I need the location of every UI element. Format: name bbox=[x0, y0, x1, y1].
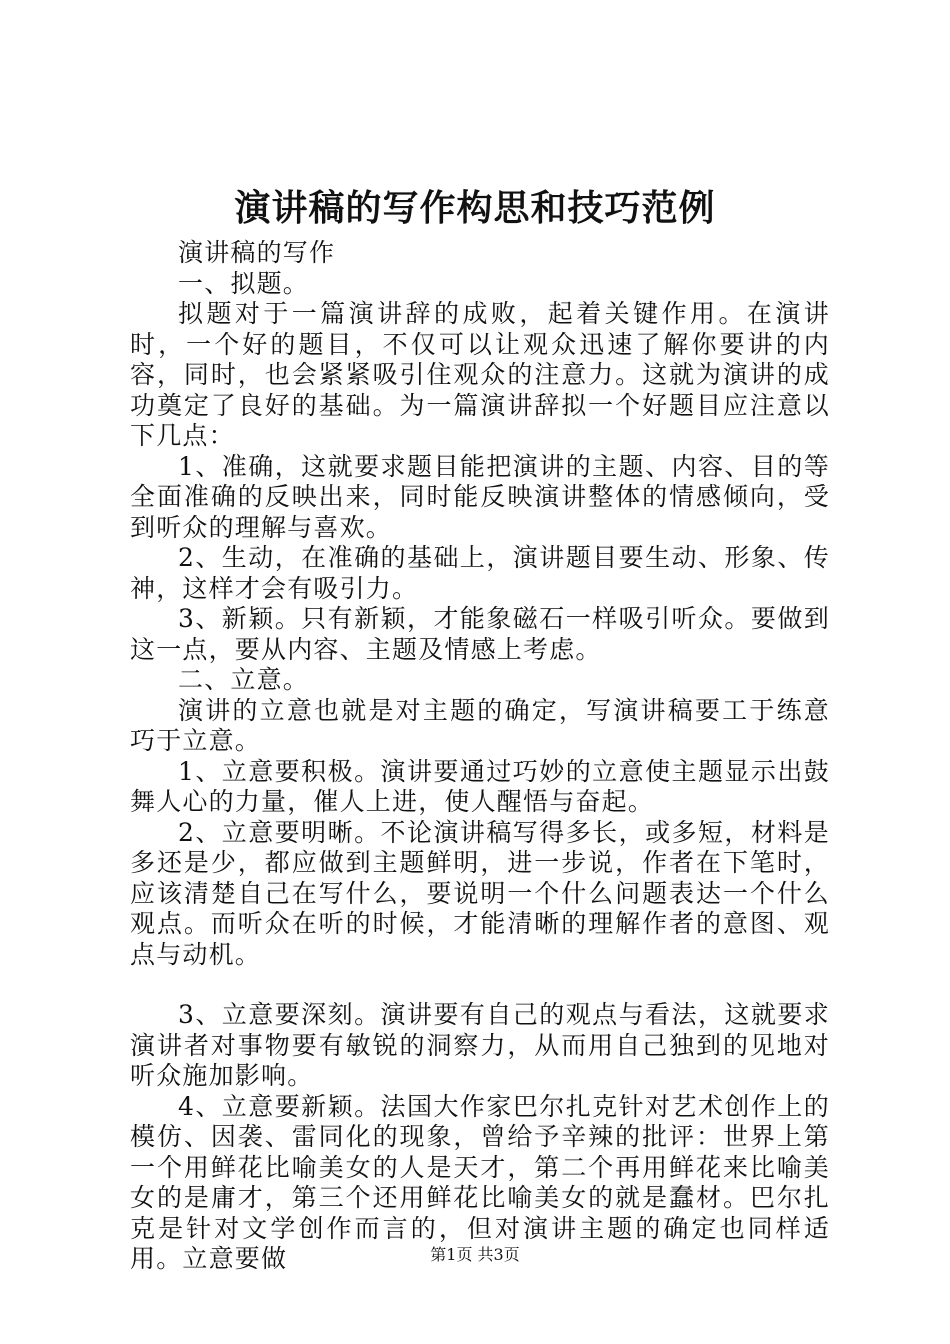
page-footer: 第1页 共3页 bbox=[430, 1245, 520, 1264]
paragraph: 4、立意要新颖。法国大作家巴尔扎克针对艺术创作上的模仿、因袭、雷同化的现象，曾给予辛辣的批评：世界上第一个用鲜花比喻美女的人是天才，第二个再用鲜花来比喻美女的是庸才，第三个还用鲜花比喻美女的就是蠢材。巴尔扎克是针对文学创作而言的，但对演讲主题的确定也同样适用。立意要做 bbox=[130, 1091, 830, 1273]
paragraph: 2、立意要明晰。不论演讲稿写得多长，或多短，材料是多还是少，都应做到主题鲜明，进一步说，作者在下笔时，应该清楚自己在写什么，要说明一个什么问题表达一个什么观点。而听众在听的时候，才能清晰的理解作者的意图、观点与动机。 bbox=[130, 817, 830, 969]
paragraph-heading-2: 二、立意。 bbox=[178, 665, 310, 694]
document-title: 演讲稿的写作构思和技巧范例 bbox=[234, 187, 716, 229]
paragraph: 1、立意要积极。演讲要通过巧妙的立意使主题显示出鼓舞人心的力量，催人上进，使人醒悟与奋起。 bbox=[130, 756, 830, 816]
paragraph: 演讲的立意也就是对主题的确定，写演讲稿要工于练意巧于立意。 bbox=[130, 695, 830, 755]
paragraph: 1、准确，这就要求题目能把演讲的主题、内容、目的等全面准确的反映出来，同时能反映演讲整体的情感倾向，受到听众的理解与喜欢。 bbox=[130, 451, 830, 542]
paragraph: 2、生动，在准确的基础上，演讲题目要生动、形象、传神，这样才会有吸引力。 bbox=[130, 543, 830, 603]
paragraph: 3、立意要深刻。演讲要有自己的观点与看法，这就要求演讲者对事物要有敏锐的洞察力，从而用自己独到的见地对听众施加影响。 bbox=[130, 1000, 830, 1090]
document-body bbox=[130, 238, 830, 1275]
paragraph: 3、新颖。只有新颖，才能象磁石一样吸引听众。要做到这一点，要从内容、主题及情感上考虑。 bbox=[130, 604, 830, 664]
paragraph-subtitle: 演讲稿的写作 bbox=[178, 238, 336, 267]
paragraph: 拟题对于一篇演讲辞的成败，起着关键作用。在演讲时，一个好的题目，不仅可以让观众迅速了解你要讲的内容，同时，也会紧紧吸引住观众的注意力。这就为演讲的成功奠定了良好的基础。为一篇演讲辞拟一个好题目应注意以下几点： bbox=[130, 299, 830, 450]
paragraph-heading-1: 一、拟题。 bbox=[178, 268, 310, 298]
